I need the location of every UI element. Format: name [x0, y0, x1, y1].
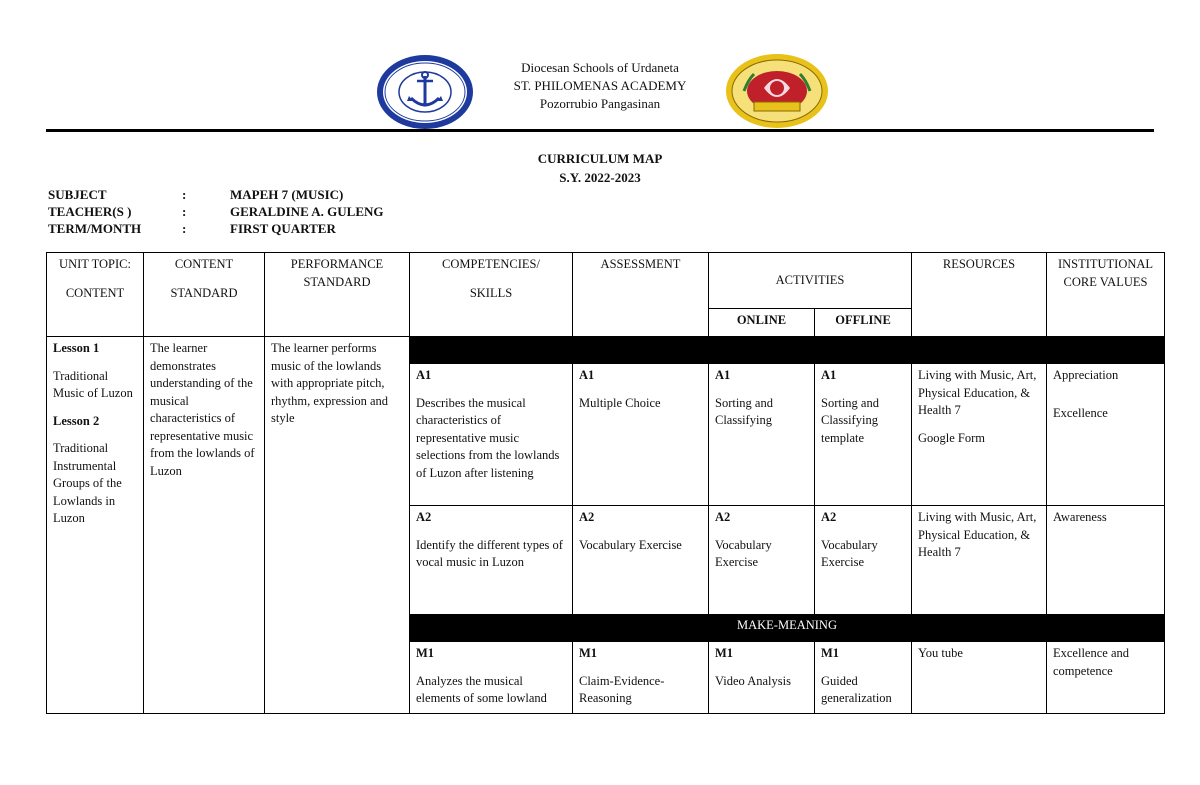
online-activity-cell: [709, 642, 815, 714]
offline-code: M1: [821, 646, 840, 660]
online-text: Vocabulary Exercise: [715, 537, 772, 569]
band-row-1: [47, 337, 1165, 364]
competency-cell: [410, 506, 573, 615]
unit-topic-cell: [47, 337, 144, 714]
colon: :: [182, 204, 187, 219]
school-name: ST. PHILOMENAS ACADEMY: [513, 78, 687, 93]
header-row: [47, 253, 1165, 309]
core-values-cell: [1047, 364, 1165, 506]
header-competencies: [410, 253, 573, 337]
offline-activity-cell: [815, 642, 912, 714]
assessment-cell: [573, 506, 709, 615]
header-label: CONTENT: [65, 285, 125, 300]
header-core-values: INSTITUTIONAL CORE VALUES: [1047, 253, 1165, 337]
header-label: STANDARD: [170, 285, 238, 300]
offline-text: Sorting and Classifying template: [821, 395, 879, 445]
teacher-row: [48, 203, 384, 220]
offline-code: A1: [821, 368, 837, 382]
assessment-cell: [573, 642, 709, 714]
header-content-standard: [144, 253, 265, 337]
header-online: ONLINE: [709, 309, 815, 337]
competency-cell: [410, 642, 573, 714]
core-values-cell: Awareness: [1047, 506, 1165, 615]
header-offline: OFFLINE: [815, 309, 912, 337]
header-activities: ACTIVITIES: [709, 253, 912, 309]
competency-text: Describes the musical characteristics of representative music selections from the lowlands of Luzon after listening: [416, 395, 560, 480]
lesson-1-title: Traditional Music of Luzon: [53, 368, 133, 400]
subject-value: MAPEH 7 (MUSIC): [230, 187, 344, 202]
colon: :: [182, 187, 187, 202]
header-label: COMPETENCIES/: [442, 257, 540, 271]
online-text: Video Analysis: [715, 673, 791, 688]
subject-info: [48, 186, 384, 237]
competency-text: Analyzes the musical elements of some lowland: [416, 673, 547, 705]
teacher-value: GERALDINE A. GULENG: [230, 204, 384, 219]
document-title: CURRICULUM MAP: [537, 151, 663, 166]
term-label: TERM/MONTH: [48, 221, 142, 236]
core-values-cell: Excellence and competence: [1047, 642, 1165, 714]
st-philomenas-seal-logo: [376, 54, 474, 130]
subject-row: [48, 186, 384, 203]
document-title-block: [0, 149, 1200, 187]
content-standard-cell: The learner demonstrates understanding of the musical characteristics of representative music from the lowlands of Luzon: [144, 337, 265, 714]
competency-code: M1: [416, 646, 435, 660]
assessment-text: Claim-Evidence-Reasoning: [579, 673, 665, 705]
header-performance-standard: PERFORMANCE STANDARD: [265, 253, 410, 337]
colon: :: [182, 221, 187, 236]
assessment-code: A2: [579, 510, 595, 524]
core-value: Excellence: [1053, 405, 1108, 420]
online-activity-cell: [709, 364, 815, 506]
assessment-text: Multiple Choice: [579, 395, 661, 410]
offline-text: Vocabulary Exercise: [821, 537, 878, 569]
lesson-1-label: Lesson 1: [53, 341, 100, 355]
make-meaning-band: MAKE-MEANING: [410, 615, 1165, 642]
lesson-2-title: Traditional Instrumental Groups of the Lowlands in Luzon: [53, 441, 122, 525]
subject-label: SUBJECT: [48, 187, 107, 202]
document-header: [0, 50, 1200, 130]
header-label: UNIT TOPIC:: [59, 257, 131, 271]
online-code: A2: [715, 510, 731, 524]
curriculum-map-table: [46, 252, 1165, 714]
assessment-cell: [573, 364, 709, 506]
diocesan-schools-seal-logo: [724, 52, 830, 130]
lesson-2-label: Lesson 2: [53, 413, 100, 428]
resource-item: Google Form: [918, 430, 986, 445]
assessment-code: A1: [579, 368, 595, 382]
diocese-line: Diocesan Schools of Urdaneta: [521, 60, 679, 75]
school-location: Pozorrubio Pangasinan: [539, 96, 661, 111]
online-activity-cell: [709, 506, 815, 615]
competency-cell: [410, 364, 573, 506]
teacher-label: TEACHER(S ): [48, 204, 132, 219]
header-label: SKILLS: [469, 285, 513, 300]
school-year: S.Y. 2022-2023: [559, 170, 641, 185]
online-text: Sorting and Classifying: [715, 395, 773, 427]
school-heading: [480, 59, 720, 113]
assessment-code: M1: [579, 646, 598, 660]
assessment-text: Vocabulary Exercise: [579, 537, 682, 552]
section-band: [410, 337, 1165, 364]
performance-standard-cell: The learner performs music of the lowlands with appropriate pitch, rhythm, expression and style: [265, 337, 410, 714]
header-assessment: ASSESSMENT: [573, 253, 709, 337]
competency-code: A2: [416, 510, 432, 524]
offline-text: Guided generalization: [821, 673, 892, 705]
offline-code: A2: [821, 510, 837, 524]
online-code: M1: [715, 646, 734, 660]
offline-activity-cell: [815, 364, 912, 506]
resources-cell: You tube: [912, 642, 1047, 714]
resources-cell: Living with Music, Art, Physical Education, & Health 7: [912, 506, 1047, 615]
offline-activity-cell: [815, 506, 912, 615]
resource-item: Living with Music, Art, Physical Education, & Health 7: [918, 368, 1037, 417]
term-value: FIRST QUARTER: [230, 221, 336, 236]
header-unit-topic: [47, 253, 144, 337]
header-resources: RESOURCES: [912, 253, 1047, 337]
competency-code: A1: [416, 368, 432, 382]
term-row: [48, 220, 384, 237]
core-value: Appreciation: [1053, 368, 1119, 382]
header-divider: [46, 129, 1154, 132]
resources-cell: [912, 364, 1047, 506]
competency-text: Identify the different types of vocal music in Luzon: [416, 537, 563, 569]
online-code: A1: [715, 368, 731, 382]
header-label: CONTENT: [174, 257, 234, 271]
